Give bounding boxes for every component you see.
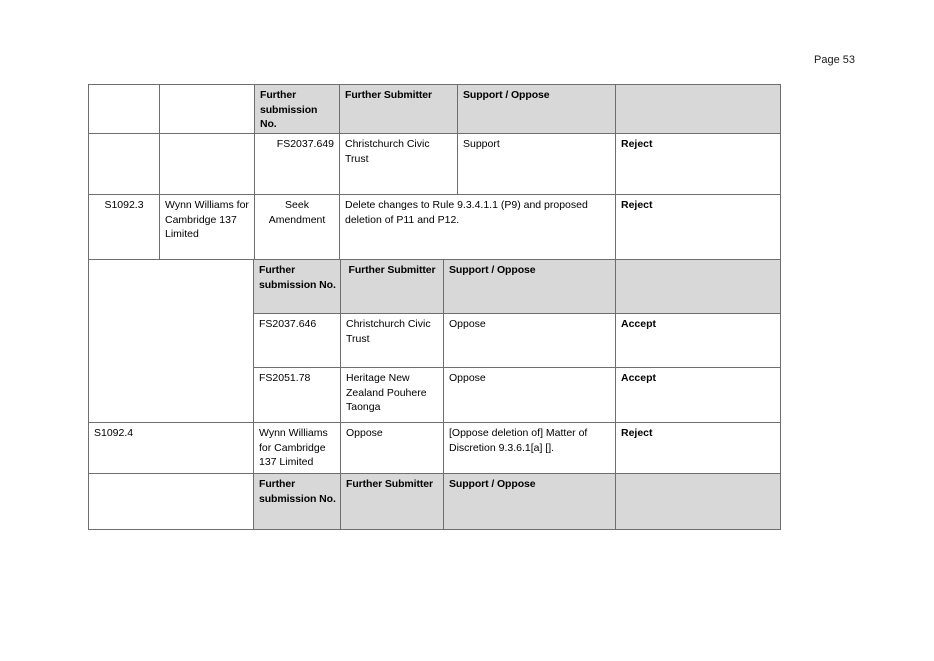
relief-sought: Seek Amendment	[255, 195, 340, 260]
empty-cell	[160, 134, 255, 195]
header-decision-cell	[616, 85, 781, 134]
submission-id: S1092.4	[89, 423, 254, 474]
header-decision-cell	[616, 474, 781, 530]
header-decision-cell	[616, 260, 781, 314]
submission-detail: [Oppose deletion of] Matter of Discretion 9.3.6.1[a] [].	[444, 423, 616, 474]
header-further-submitter: Further Submitter	[341, 260, 444, 314]
decision-value: Accept	[616, 314, 781, 368]
submission-id: S1092.3	[89, 195, 160, 260]
header-support-oppose: Support / Oppose	[444, 474, 616, 530]
support-oppose-value: Support	[458, 134, 616, 195]
header-further-submission-no: Further submission No.	[254, 474, 341, 530]
empty-cell	[89, 134, 160, 195]
header-support-oppose: Support / Oppose	[444, 260, 616, 314]
submissions-table	[88, 84, 781, 530]
decision-value: Reject	[616, 195, 781, 260]
header-further-submitter: Further Submitter	[341, 474, 444, 530]
decision-value: Accept	[616, 368, 781, 423]
empty-cell	[89, 85, 160, 134]
decision-value: Reject	[616, 134, 781, 195]
support-oppose-value: Oppose	[341, 423, 444, 474]
decision-value: Reject	[616, 423, 781, 474]
empty-merged-cell	[89, 260, 254, 423]
submission-detail: Delete changes to Rule 9.3.4.1.1 (P9) and proposed deletion of P11 and P12.	[340, 195, 616, 260]
header-further-submitter: Further Submitter	[340, 85, 458, 134]
further-submitter-value: Christchurch Civic Trust	[340, 134, 458, 195]
further-submission-no-value: FS2037.649	[255, 134, 340, 195]
submitter-name: Wynn Williams for Cambridge 137 Limited	[254, 423, 341, 474]
further-submission-no-value: FS2051.78	[254, 368, 341, 423]
header-support-oppose: Support / Oppose	[458, 85, 616, 134]
further-submission-no-value: FS2037.646	[254, 314, 341, 368]
page-number: Page 53	[814, 54, 855, 66]
support-oppose-value: Oppose	[444, 314, 616, 368]
empty-cell	[160, 85, 255, 134]
support-oppose-value: Oppose	[444, 368, 616, 423]
further-submitter-value: Heritage New Zealand Pouhere Taonga	[341, 368, 444, 423]
header-further-submission-no: Further submission No.	[254, 260, 341, 314]
further-submitter-value: Christchurch Civic Trust	[341, 314, 444, 368]
header-further-submission-no: Further submission No.	[255, 85, 340, 134]
submitter-name: Wynn Williams for Cambridge 137 Limited	[160, 195, 255, 260]
empty-cell	[89, 474, 254, 530]
